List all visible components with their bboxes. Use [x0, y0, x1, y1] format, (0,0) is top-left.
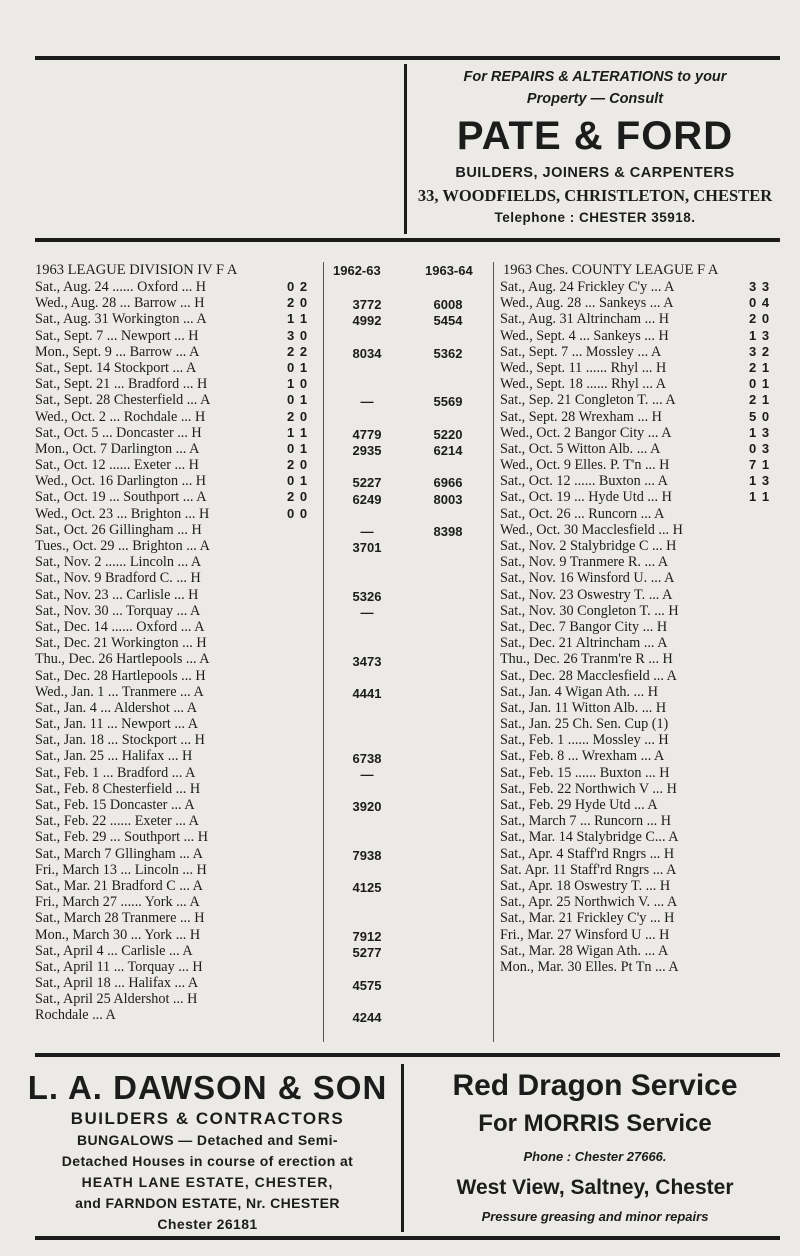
league-fixture-row [35, 927, 320, 943]
fixture-score: 1 3 [749, 473, 771, 489]
fixture-text: Wed., Oct. 9 Elles. P. T'n ... H [500, 457, 670, 474]
fixture-text: Sat., Oct. 12 ...... Buxton ... A [500, 473, 668, 490]
fixture-text: Sat., Feb. 22 Northwich V ... H [500, 780, 677, 797]
fixture-score: 1 3 [749, 424, 771, 440]
advert-trade: BUILDERS, JOINERS & CARPENTERS [455, 165, 735, 181]
fixture-text: Fri., Mar. 27 Winsford U ... H [500, 926, 670, 943]
fixture-text: Sat., Feb. 29 Hyde Utd ... A [500, 797, 658, 813]
attendance-figure: 3473 [352, 653, 382, 669]
dawson-line-1: BUNGALOWS — Detached and Semi- [77, 1132, 338, 1148]
county-fixture-row [500, 311, 785, 327]
fixture-text: Wed., Aug. 28 ... Sankeys ... A [500, 295, 674, 312]
fixture-text: Sat., Sept. 7 ... Mossley ... A [500, 343, 662, 360]
advert-line-2: Property — Consult [526, 91, 664, 107]
county-fixture-row [500, 635, 785, 651]
fixture-text: Thu., Dec. 26 Tranm're R ... H [500, 651, 673, 668]
attendance-figure: 4779 [352, 426, 382, 442]
league-header: 1963 LEAGUE DIVISION IV F A [35, 262, 238, 278]
county-fixture-row [500, 700, 785, 716]
league-fixture-row [35, 311, 320, 327]
county-fixture-row [500, 894, 785, 910]
fixture-text: Sat., Sep. 21 Congleton T. ... A [500, 392, 676, 409]
county-fixture-row [500, 943, 785, 959]
county-header: 1963 Ches. COUNTY LEAGUE F A [503, 262, 719, 278]
league-fixture-row [35, 360, 320, 376]
dawson-phone: Chester 26181 [157, 1216, 258, 1232]
league-fixture-row [35, 716, 320, 732]
fixture-score: 1 1 [287, 311, 309, 327]
attendance-figure: 8034 [352, 345, 382, 361]
league-fixture-row [35, 732, 320, 748]
fixture-text: Sat., Jan. 11 Witton Alb. ... H [500, 699, 667, 716]
county-fixture-row [500, 392, 785, 408]
attendance-figure: 3772 [352, 297, 382, 313]
fixture-text: Sat., Nov. 30 ... Torquay ... A [35, 602, 201, 619]
fixture-text: Sat., Nov. 2 Stalybridge C ... H [500, 538, 677, 554]
fixture-text: Sat., Jan. 25 ... Halifax ... H [35, 748, 193, 765]
county-fixture-row [500, 829, 785, 845]
fixture-text: Mon., Oct. 7 Darlington ... A [35, 440, 200, 457]
fixture-score: 2 0 [287, 295, 309, 311]
county-fixture-row [500, 295, 785, 311]
attendance-figure: 3701 [352, 540, 382, 556]
fixture-text: Sat., Oct. 26 ... Runcorn ... A [500, 505, 665, 522]
fixture-text: Wed., Sept. 18 ...... Rhyl ... A [500, 376, 666, 393]
fixture-text: Sat., Nov. 9 Tranmere R. ... A [500, 554, 669, 571]
fixture-text: Tues., Oct. 29 ... Brighton ... A [35, 538, 210, 554]
league-fixture-row [35, 748, 320, 764]
league-fixture-row [35, 943, 320, 959]
league-fixture-row [35, 538, 320, 554]
fixture-score: 7 1 [749, 457, 771, 473]
attendance-figure: 4992 [352, 313, 382, 329]
attendance-figure: 4244 [352, 1010, 382, 1025]
fixture-score: 0 1 [287, 392, 309, 408]
dawson-name: L. A. DAWSON & SON [27, 1069, 388, 1106]
fixture-score: 2 0 [287, 408, 309, 424]
top-rule [35, 56, 780, 60]
attendance-figure: 5220 [433, 426, 463, 442]
league-fixture-row [35, 506, 320, 522]
league-fixture-row [35, 959, 320, 975]
fixture-score: 0 1 [287, 440, 309, 456]
fixture-text: Sat., Nov. 23 Oswestry T. ... A [500, 586, 673, 603]
league-fixture-row [35, 894, 320, 910]
fixture-score: 3 3 [749, 279, 771, 294]
league-fixture-row [35, 441, 320, 457]
red-dragon-tagline: Pressure greasing and minor repairs [481, 1209, 709, 1224]
fixture-score: 1 1 [287, 424, 309, 440]
county-fixture-row [500, 797, 785, 813]
fixture-text: Sat., Feb. 15 Doncaster ... A [35, 797, 195, 813]
bottom-ad-divider [401, 1064, 404, 1232]
league-fixture-row [35, 554, 320, 570]
league-fixture-row [35, 376, 320, 392]
dawson-line-2: Detached Houses in course of erection at [61, 1153, 354, 1169]
fixture-text: Sat., Feb. 29 ... Southport ... H [35, 829, 209, 846]
league-fixture-row [35, 765, 320, 781]
county-fixture-row [500, 409, 785, 425]
county-fixture-row [500, 554, 785, 570]
fixture-text: Sat., Sept. 28 Chesterfield ... A [35, 392, 211, 409]
league-fixture-row [35, 570, 320, 586]
league-fixture-list [35, 279, 320, 1024]
league-fixture-row [35, 781, 320, 797]
county-fixture-row [500, 862, 785, 878]
fixture-text: Sat., Apr. 18 Oswestry T. ... H [500, 877, 671, 894]
dawson-advert [20, 1068, 395, 1235]
fixture-text: Rochdale ... A [35, 1007, 116, 1024]
fixture-text: Sat., Dec. 7 Bangor City ... H [500, 618, 668, 635]
advert-line-1: For REPAIRS & ALTERATIONS to your [463, 69, 727, 85]
attendance-figure: 4575 [352, 977, 382, 993]
fixture-text: Sat., Oct. 12 ...... Exeter ... H [35, 457, 199, 474]
attendance-figure: 3920 [352, 799, 382, 815]
league-fixture-row [35, 829, 320, 845]
league-fixture-row [35, 1007, 320, 1023]
fixture-text: Sat., Aug. 24 Frickley C'y ... A [500, 279, 675, 295]
fixture-text: Mon., Sept. 9 ... Barrow ... A [35, 343, 200, 360]
attendance-figure: 5362 [433, 345, 463, 361]
fixture-text: Sat., Feb. 1 ... Bradford ... A [35, 764, 196, 781]
attendance-header-1963: 1963-64 [425, 263, 473, 278]
county-fixture-row [500, 570, 785, 586]
fixture-text: Sat., Oct. 5 Witton Alb. ... A [500, 440, 661, 457]
fixture-text: Mon., Mar. 30 Elles. Pt Tn ... A [500, 958, 679, 975]
attendance-figure: 5454 [433, 313, 463, 329]
fixture-text: Sat., Feb. 15 ...... Buxton ... H [500, 764, 670, 781]
county-fixture-row [500, 522, 785, 538]
fixture-score: 3 2 [749, 343, 771, 359]
attendance-figure: 7938 [352, 848, 382, 863]
fixture-text: Sat., Mar. 14 Stalybridge C... A [500, 829, 679, 846]
fixture-text: Sat., Nov. 23 ... Carlisle ... H [35, 586, 199, 603]
county-fixture-row [500, 344, 785, 360]
fixture-text: Sat., Jan. 4 ... Aldershot ... A [35, 699, 197, 716]
fixture-text: Sat., April 4 ... Carlisle ... A [35, 942, 193, 959]
county-fixture-row [500, 279, 785, 295]
top-ad-divider [404, 64, 407, 234]
fixture-text: Sat., Sept. 14 Stockport ... A [35, 359, 197, 376]
fixture-text: Sat., Oct. 26 Gillingham ... H [35, 521, 202, 538]
league-fixture-row [35, 651, 320, 667]
fixture-score: 0 1 [287, 359, 309, 375]
county-fixture-row [500, 328, 785, 344]
dawson-line-4: and FARNDON ESTATE, Nr. CHESTER [75, 1195, 340, 1211]
county-fixture-row [500, 668, 785, 684]
league-fixture-row [35, 279, 320, 295]
fixture-score: 0 4 [749, 295, 771, 311]
fixture-text: Sat., Dec. 14 ...... Oxford ... A [35, 618, 205, 635]
bottom-rule [35, 1236, 780, 1240]
league-fixture-row [35, 603, 320, 619]
advert-address: 33, WOODFIELDS, CHRISTLETON, CHESTER [417, 186, 773, 205]
county-fixture-row [500, 538, 785, 554]
league-fixture-row [35, 344, 320, 360]
county-fixture-row [500, 684, 785, 700]
fixture-score: 2 0 [287, 489, 309, 505]
county-fixture-row [500, 910, 785, 926]
fixture-score: 0 0 [287, 505, 309, 521]
league-fixture-row [35, 684, 320, 700]
county-fixture-row [500, 587, 785, 603]
fixture-text: Sat. Apr. 11 Staff'rd Rngrs ... A [500, 861, 677, 878]
league-fixture-row [35, 846, 320, 862]
attendance-figure: — [360, 394, 374, 410]
fixture-text: Sat., Aug. 24 ...... Oxford ... H [35, 279, 207, 295]
county-fixture-row [500, 765, 785, 781]
column-divider-right [493, 262, 494, 1042]
fixture-score: 0 2 [287, 279, 309, 294]
attendance-figure: 2935 [352, 443, 382, 458]
fixture-text: Sat., Dec. 28 Macclesfield ... A [500, 667, 677, 684]
fixture-text: Sat., Aug. 31 Altrincham ... H [500, 311, 670, 328]
attendance-figure: 6214 [433, 443, 463, 458]
attendance-figure: 6008 [433, 297, 463, 313]
fixture-score: 1 0 [287, 376, 309, 392]
league-fixture-row [35, 522, 320, 538]
fixture-text: Sat., Nov. 30 Congleton T. ... H [500, 602, 679, 619]
county-fixture-row [500, 457, 785, 473]
fixture-score: 0 1 [749, 376, 771, 392]
fixture-text: Sat., Apr. 4 Staff'rd Rngrs ... H [500, 845, 675, 862]
fixture-text: Sat., Sept. 28 Wrexham ... H [500, 408, 662, 425]
fixture-text: Sat., Oct. 19 ... Southport ... A [35, 489, 207, 506]
league-fixture-row [35, 878, 320, 894]
league-fixture-row [35, 587, 320, 603]
fixture-text: Sat., Mar. 28 Wigan Ath. ... A [500, 942, 669, 959]
league-fixture-row [35, 457, 320, 473]
county-fixture-row [500, 748, 785, 764]
county-fixture-list [500, 279, 785, 975]
county-fixture-row [500, 878, 785, 894]
county-fixture-row [500, 425, 785, 441]
fixture-text: Wed., Sept. 4 ... Sankeys ... H [500, 327, 669, 344]
fixture-text: Sat., Sept. 7 ... Newport ... H [35, 327, 199, 344]
pate-ford-advert [410, 66, 780, 228]
fixture-text: Wed., Sept. 11 ...... Rhyl ... H [500, 359, 667, 376]
fixture-text: Sat., March 7 Gllingham ... A [35, 845, 203, 862]
league-fixture-row [35, 991, 320, 1007]
fixture-text: Sat., April 18 ... Halifax ... A [35, 975, 199, 992]
league-fixture-row [35, 473, 320, 489]
red-dragon-advert [410, 1066, 780, 1230]
fixture-text: Sat., April 11 ... Torquay ... H [35, 958, 203, 975]
fixture-text: Sat., April 25 Aldershot ... H [35, 991, 198, 1008]
red-dragon-morris: For MORRIS Service [478, 1110, 712, 1137]
county-fixture-row [500, 473, 785, 489]
lower-rule [35, 1053, 780, 1057]
fixture-text: Wed., Oct. 23 ... Brighton ... H [35, 505, 210, 522]
dawson-trade: BUILDERS & CONTRACTORS [70, 1109, 345, 1128]
county-fixture-row [500, 441, 785, 457]
fixture-text: Wed., Jan. 1 ... Tranmere ... A [35, 683, 204, 700]
fixture-text: Sat., Dec. 28 Hartlepools ... H [35, 667, 206, 684]
fixture-score: 2 0 [749, 311, 771, 327]
league-fixture-row [35, 328, 320, 344]
league-fixture-row [35, 635, 320, 651]
county-fixture-row [500, 619, 785, 635]
county-fixture-row [500, 716, 785, 732]
league-fixture-row [35, 700, 320, 716]
fixture-score: 2 1 [749, 392, 771, 408]
column-divider-left [323, 262, 324, 1042]
attendance-figure: 8003 [433, 491, 463, 507]
fixture-text: Sat., Dec. 21 Altrincham ... A [500, 635, 668, 652]
attendance-figure: 5277 [352, 945, 382, 961]
attendance-figure: 6966 [433, 475, 463, 491]
fixture-score: 1 1 [749, 489, 771, 505]
league-fixture-row [35, 813, 320, 829]
league-fixture-row [35, 797, 320, 813]
fixture-text: Sat., Feb. 1 ...... Mossley ... H [500, 732, 669, 749]
county-fixture-row [500, 376, 785, 392]
fixture-text: Mon., March 30 ... York ... H [35, 926, 201, 943]
attendance-figure: 8398 [433, 524, 463, 539]
fixture-text: Sat., Nov. 9 Bradford C. ... H [35, 570, 201, 587]
advert-company-name: PATE & FORD [456, 114, 734, 158]
county-fixture-row [500, 360, 785, 376]
fixture-text: Sat., Jan. 18 ... Stockport ... H [35, 732, 205, 749]
red-dragon-name: Red Dragon Service [452, 1069, 738, 1102]
advert-telephone: Telephone : CHESTER 35918. [494, 210, 696, 225]
county-fixture-row [500, 506, 785, 522]
attendance-figure: 5227 [352, 475, 382, 491]
league-fixture-row [35, 392, 320, 408]
league-fixture-row [35, 425, 320, 441]
fixture-score: 2 2 [287, 343, 309, 359]
mid-rule [35, 238, 780, 242]
fixture-score: 5 0 [749, 408, 771, 424]
league-fixture-row [35, 910, 320, 926]
county-fixture-row [500, 781, 785, 797]
county-fixture-row [500, 489, 785, 505]
fixture-text: Fri., March 27 ...... York ... A [35, 894, 200, 911]
league-fixture-row [35, 975, 320, 991]
fixture-score: 0 3 [749, 440, 771, 456]
county-fixture-row [500, 651, 785, 667]
fixture-text: Sat., Feb. 22 ...... Exeter ... A [35, 813, 199, 830]
fixture-text: Sat., Jan. 11 ... Newport ... A [35, 716, 199, 733]
attendance-figure: 6249 [352, 491, 382, 507]
fixture-text: Sat., Oct. 5 ... Doncaster ... H [35, 424, 202, 441]
attendance-figure: — [360, 767, 374, 782]
fixture-text: Thu., Dec. 26 Hartlepools ... A [35, 651, 210, 668]
fixture-text: Sat., Dec. 21 Workington ... H [35, 635, 207, 652]
county-fixture-row [500, 813, 785, 829]
dawson-line-3: HEATH LANE ESTATE, CHESTER, [81, 1174, 334, 1190]
fixture-text: Wed., Oct. 2 Bangor City ... A [500, 424, 672, 441]
fixture-text: Wed., Oct. 30 Macclesfield ... H [500, 521, 683, 538]
county-fixture-row [500, 927, 785, 943]
fixture-text: Sat., March 7 ... Runcorn ... H [500, 813, 672, 830]
fixture-text: Sat., Mar. 21 Frickley C'y ... H [500, 910, 675, 927]
league-fixture-row [35, 409, 320, 425]
attendance-figure: 4441 [352, 686, 382, 701]
fixture-text: Wed., Oct. 2 ... Rochdale ... H [35, 408, 206, 425]
attendance-figure: 4125 [352, 880, 382, 896]
red-dragon-address: West View, Saltney, Chester [456, 1176, 734, 1199]
fixture-score: 0 1 [287, 473, 309, 489]
county-fixture-row [500, 959, 785, 975]
attendance-figure: 6738 [352, 750, 382, 766]
fixture-text: Sat., Sept. 21 ... Bradford ... H [35, 376, 208, 393]
fixture-text: Fri., March 13 ... Lincoln ... H [35, 861, 207, 878]
county-fixture-row [500, 846, 785, 862]
fixture-text: Sat., Jan. 4 Wigan Ath. ... H [500, 683, 658, 700]
red-dragon-phone: Phone : Chester 27666. [523, 1149, 667, 1164]
fixture-score: 2 0 [287, 457, 309, 473]
county-fixture-row [500, 732, 785, 748]
attendance-figure: 5569 [433, 394, 463, 410]
attendance-figure: — [360, 605, 374, 620]
league-fixture-row [35, 619, 320, 635]
attendance-figure: 5326 [352, 588, 382, 604]
league-fixture-row [35, 668, 320, 684]
fixture-text: Wed., Aug. 28 ... Barrow ... H [35, 295, 205, 312]
fixture-score: 3 0 [287, 327, 309, 343]
league-fixture-row [35, 489, 320, 505]
fixture-text: Sat., Nov. 16 Winsford U. ... A [500, 570, 675, 587]
league-fixture-row [35, 295, 320, 311]
fixture-text: Sat., Aug. 31 Workington ... A [35, 311, 207, 328]
fixture-text: Sat., Oct. 19 ... Hyde Utd ... H [500, 489, 672, 506]
attendance-figure: 7912 [352, 929, 382, 944]
county-fixture-row [500, 603, 785, 619]
fixture-text: Sat., Feb. 8 Chesterfield ... H [35, 780, 201, 797]
fixture-text: Wed., Oct. 16 Darlington ... H [35, 473, 207, 490]
fixture-score: 1 3 [749, 327, 771, 343]
fixture-text: Sat., Feb. 8 ... Wrexham ... A [500, 748, 665, 765]
fixture-score: 2 1 [749, 359, 771, 375]
fixture-text: Sat., March 28 Tranmere ... H [35, 910, 205, 927]
league-fixture-row [35, 862, 320, 878]
fixture-text: Sat., Jan. 25 Ch. Sen. Cup (1) [500, 716, 669, 733]
fixture-text: Sat., Nov. 2 ...... Lincoln ... A [35, 554, 202, 571]
fixture-text: Sat., Apr. 25 Northwich V. ... A [500, 894, 678, 911]
attendance-header-1962: 1962-63 [333, 263, 381, 278]
attendance-figure: — [360, 524, 374, 539]
fixture-text: Sat., Mar. 21 Bradford C ... A [35, 877, 203, 894]
